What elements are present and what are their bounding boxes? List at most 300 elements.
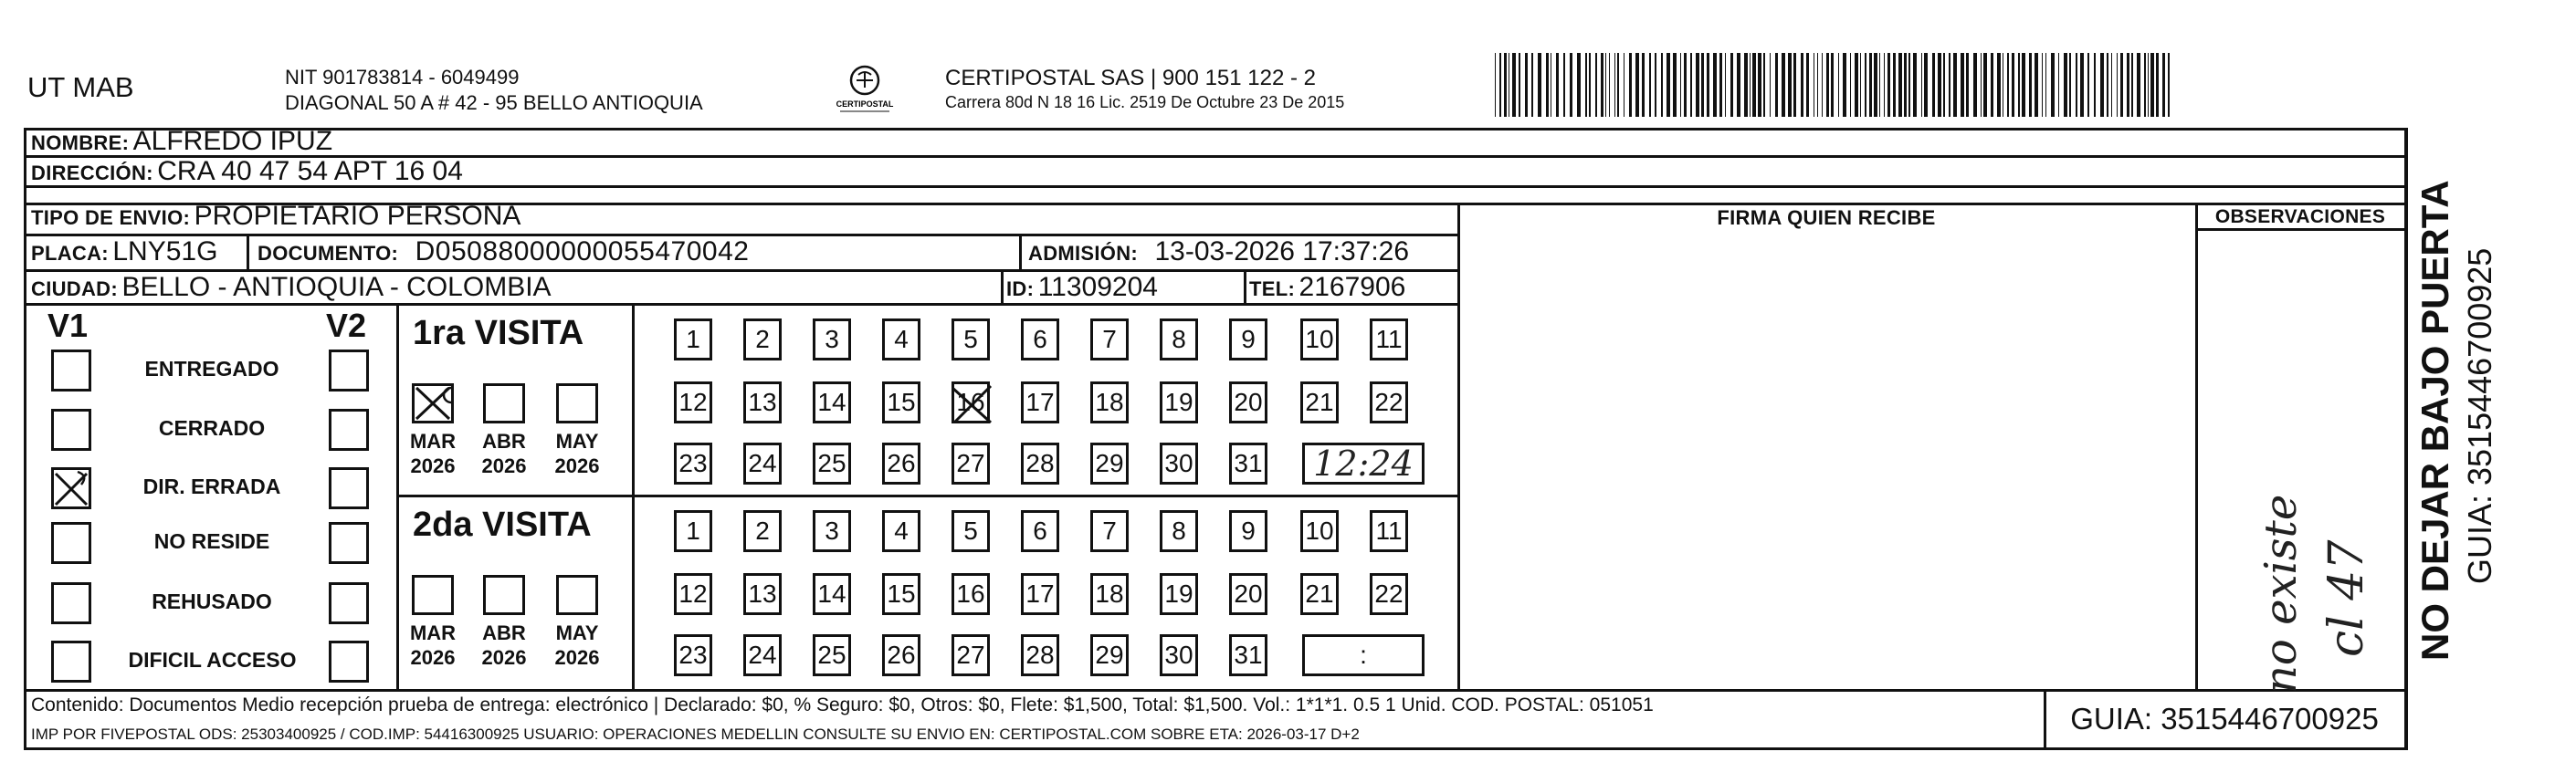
- day-number: 2: [755, 517, 770, 545]
- day-number: 9: [1241, 325, 1256, 353]
- check-mark-icon: [415, 386, 451, 421]
- barcode-bar: [1752, 53, 1756, 117]
- certipostal-logo: [833, 64, 897, 119]
- day-box[interactable]: [952, 443, 990, 485]
- barcode-bar: [1801, 53, 1803, 117]
- v1-checkbox-1[interactable]: [51, 409, 91, 451]
- day-number: 1: [686, 325, 700, 353]
- placa-label: PLACA:: [31, 242, 109, 265]
- documento-cell: [258, 236, 749, 267]
- barcode-bar: [1605, 53, 1606, 117]
- day-box[interactable]: [952, 634, 990, 676]
- day-box[interactable]: [1300, 381, 1339, 423]
- barcode-bar: [1546, 53, 1549, 117]
- barcode-bar: [2076, 53, 2077, 117]
- day-number: 25: [817, 449, 846, 477]
- barcode-bar: [2120, 53, 2123, 117]
- visit-title-2: 2da VISITA: [413, 506, 592, 544]
- barcode-bar: [2022, 53, 2025, 117]
- barcode-bar: [1661, 53, 1663, 117]
- day-box[interactable]: [1090, 573, 1129, 615]
- day-box[interactable]: [1229, 318, 1267, 360]
- tel-label: TEL:: [1249, 277, 1296, 300]
- tel-value: 2167906: [1299, 272, 1406, 302]
- month-name: MAY: [555, 621, 599, 644]
- barcode-bar: [1629, 53, 1632, 117]
- barcode-bar: [2042, 53, 2043, 117]
- v1-checkbox-0[interactable]: [51, 350, 91, 392]
- day-box[interactable]: [1300, 318, 1339, 360]
- barcode-bar: [1725, 53, 1726, 117]
- month-label: [548, 621, 606, 670]
- barcode-bar: [1855, 53, 1858, 117]
- tipo-label: TIPO DE ENVIO:: [31, 206, 191, 229]
- day-number: 12: [678, 388, 708, 416]
- barcode-bar: [2058, 53, 2059, 117]
- barcode-bar: [1879, 53, 1880, 117]
- day-box[interactable]: [1021, 443, 1059, 485]
- day-box[interactable]: [813, 443, 851, 485]
- day-box[interactable]: [1300, 573, 1339, 615]
- month-name: MAR: [409, 430, 457, 453]
- barcode-bar: [2162, 53, 2165, 117]
- barcode-bar: [2111, 53, 2112, 117]
- barcode-bar: [2144, 53, 2146, 117]
- barcode-bar: [1617, 53, 1619, 117]
- status-option-label: ENTREGADO: [144, 357, 279, 381]
- month-name: MAY: [555, 430, 599, 453]
- logo-text: CERTIPOSTAL: [836, 99, 894, 109]
- month-year: 2026: [481, 646, 527, 669]
- barcode-bar: [1981, 53, 1982, 117]
- barcode-bar: [1499, 53, 1501, 117]
- barcode-bar: [1730, 53, 1733, 117]
- barcode-bar: [1966, 53, 1969, 117]
- day-box[interactable]: [1021, 634, 1059, 676]
- day-number: 11: [1375, 517, 1403, 545]
- barcode-bar: [2007, 53, 2009, 117]
- tel-cell: [1249, 272, 1405, 303]
- day-number: 6: [1033, 325, 1047, 353]
- day-box[interactable]: [1160, 634, 1198, 676]
- barcode-bar: [1782, 53, 1785, 117]
- barcode-bar: [1943, 53, 1945, 117]
- day-box[interactable]: [882, 318, 920, 360]
- barcode-bar: [2107, 53, 2108, 117]
- barcode-bar: [2117, 53, 2118, 117]
- ciudad-label: CIUDAD:: [31, 277, 118, 300]
- month-name: MAR: [409, 621, 457, 644]
- barcode-bar: [1719, 53, 1722, 117]
- day-number: 15: [887, 579, 916, 608]
- day-box[interactable]: [1090, 634, 1129, 676]
- placa-value: LNY51G: [112, 236, 218, 266]
- barcode-bar: [2080, 53, 2084, 117]
- id-value: 11309204: [1037, 272, 1158, 302]
- check-mark-icon: [54, 470, 89, 506]
- barcode-bar: [1758, 53, 1761, 117]
- day-number: 14: [817, 579, 846, 608]
- barcode-bar: [2035, 53, 2038, 117]
- day-number: 26: [887, 449, 916, 477]
- day-number: 7: [1102, 325, 1117, 353]
- barcode-bar: [1690, 53, 1692, 117]
- barcode-bar: [2069, 53, 2071, 117]
- barcode-bar: [1904, 53, 1907, 117]
- day-number: 22: [1374, 579, 1404, 608]
- observation-note-2: cl 47: [2319, 539, 2374, 657]
- documento-value: D05088000000055470042: [415, 236, 750, 266]
- day-number: 27: [956, 641, 985, 669]
- day-number: 2: [755, 325, 770, 353]
- month-checkbox[interactable]: [412, 575, 454, 615]
- day-box[interactable]: [1021, 318, 1059, 360]
- time-value: :: [1360, 641, 1367, 669]
- day-box[interactable]: [952, 318, 990, 360]
- v2-checkbox-5[interactable]: [329, 641, 369, 683]
- barcode-bar: [1673, 53, 1677, 117]
- side-guia: GUIA: 3515446700925: [2461, 247, 2498, 584]
- month-checkbox[interactable]: [556, 383, 598, 423]
- v2-checkbox-4[interactable]: [329, 582, 369, 624]
- barcode-bar: [1713, 53, 1717, 117]
- barcode-bar: [2045, 53, 2046, 117]
- day-number: 14: [817, 388, 846, 416]
- day-number: 19: [1164, 388, 1193, 416]
- day-number: 27: [956, 449, 985, 477]
- day-box[interactable]: [1090, 510, 1129, 552]
- barcode-bar: [1983, 53, 1987, 117]
- month-name: ABR: [482, 621, 526, 644]
- barcode-bar: [1684, 53, 1687, 117]
- barcode-bar: [1601, 53, 1603, 117]
- barcode-bar: [1642, 53, 1645, 117]
- month-year: 2026: [410, 646, 456, 669]
- barcode-bar: [1655, 53, 1656, 117]
- barcode-bar: [1865, 53, 1866, 117]
- day-number: 13: [748, 579, 777, 608]
- day-box[interactable]: [743, 318, 782, 360]
- day-number: 5: [963, 325, 978, 353]
- day-number: 23: [678, 449, 708, 477]
- day-box[interactable]: [1021, 510, 1059, 552]
- day-box[interactable]: [674, 634, 712, 676]
- barcode-bar: [1563, 53, 1565, 117]
- time-value: 12:24: [1313, 444, 1414, 484]
- day-box[interactable]: [1229, 381, 1267, 423]
- barcode-bar: [1793, 53, 1796, 117]
- barcode-bar: [2087, 53, 2089, 117]
- id-cell: [1006, 272, 1158, 303]
- day-number: 25: [817, 641, 846, 669]
- carrier-license: Carrera 80d N 18 16 Lic. 2519 De Octubre 23 De 2015: [945, 93, 1345, 111]
- status-option-label: CERRADO: [158, 416, 266, 440]
- barcode-bar: [1869, 53, 1872, 117]
- barcode-bar: [1775, 53, 1778, 117]
- month-name: ABR: [482, 430, 526, 453]
- day-box[interactable]: [813, 318, 851, 360]
- barcode-bar: [1570, 53, 1572, 117]
- day-box[interactable]: [1370, 510, 1408, 552]
- month-year: 2026: [481, 454, 527, 477]
- barcode-bar: [1843, 53, 1846, 117]
- day-number: 23: [678, 641, 708, 669]
- v1-checkbox-5[interactable]: [51, 641, 91, 683]
- status-option-label: DIR. ERRADA: [142, 475, 281, 498]
- barcode-bar: [1817, 53, 1818, 117]
- v2-checkbox-0[interactable]: [329, 350, 369, 392]
- status-option-label: DIFICIL ACCESO: [128, 648, 297, 672]
- barcode-bar: [1667, 53, 1670, 117]
- day-number: 28: [1025, 641, 1055, 669]
- direccion-value: CRA 40 47 54 APT 16 04: [157, 156, 463, 186]
- v2-checkbox-2[interactable]: [329, 467, 369, 509]
- day-box[interactable]: [743, 510, 782, 552]
- company-name: UT MAB: [27, 71, 134, 103]
- barcode-bar: [1822, 53, 1823, 117]
- day-box[interactable]: [1160, 510, 1198, 552]
- v1-checkbox-4[interactable]: [51, 582, 91, 624]
- day-box[interactable]: [882, 443, 920, 485]
- barcode-bar: [2131, 53, 2133, 117]
- day-box[interactable]: [952, 510, 990, 552]
- barcode-bar: [1826, 53, 1829, 117]
- day-number: 31: [1234, 449, 1263, 477]
- barcode-bar: [1531, 53, 1533, 117]
- day-number: 13: [748, 388, 777, 416]
- time-box[interactable]: [1302, 443, 1425, 485]
- barcode-bar: [1884, 53, 1885, 117]
- barcode-bar: [1577, 53, 1581, 117]
- visit-title-1: 1ra VISITA: [413, 314, 584, 352]
- barcode-bar: [1938, 53, 1941, 117]
- barcode-bar: [1504, 53, 1507, 117]
- barcode-bar: [2168, 53, 2170, 117]
- month-year: 2026: [554, 454, 600, 477]
- nombre-row: [31, 126, 332, 157]
- day-box[interactable]: [1300, 510, 1339, 552]
- day-number: 11: [1375, 325, 1403, 353]
- barcode-bar: [1997, 53, 2001, 117]
- v1-checkbox-3[interactable]: [51, 522, 91, 564]
- barcode-bar: [1850, 53, 1851, 117]
- status-option-label: NO RESIDE: [153, 529, 270, 553]
- barcode-bar: [1512, 53, 1516, 117]
- day-number: 26: [887, 641, 916, 669]
- admision-label: ADMISIÓN:: [1028, 242, 1139, 265]
- barcode-bar: [1953, 53, 1957, 117]
- barcode-bar: [1788, 53, 1792, 117]
- day-box[interactable]: [743, 573, 782, 615]
- contenido-text: Contenido: Documentos Medio recepción prueba de entrega: electrónico | Declarado: $0, % Seguro: $0, Otros: $0, Flete: $1,500, Total: $1,500. Vol.: 1*1*1. 0.5 1 Unid. COD. POSTAL: 051051: [31, 694, 1654, 715]
- barcode-bar: [1908, 53, 1910, 117]
- barcode-bar: [2018, 53, 2020, 117]
- barcode: [1493, 53, 2178, 117]
- v2-label: V2: [326, 307, 367, 344]
- day-box[interactable]: [743, 381, 782, 423]
- day-box[interactable]: [1160, 318, 1198, 360]
- day-box[interactable]: [882, 381, 920, 423]
- day-box[interactable]: [1160, 381, 1198, 423]
- barcode-bar: [1635, 53, 1639, 117]
- day-box[interactable]: [813, 573, 851, 615]
- day-box[interactable]: [1229, 443, 1267, 485]
- barcode-bar: [1585, 53, 1587, 117]
- side-warning: NO DEJAR BAJO PUERTA: [2413, 180, 2456, 661]
- day-box[interactable]: [1090, 318, 1129, 360]
- barcode-bar: [1893, 53, 1896, 117]
- day-box[interactable]: [882, 634, 920, 676]
- barcode-bar: [1519, 53, 1520, 117]
- barcode-bar: [1949, 53, 1950, 117]
- day-number: 30: [1164, 449, 1193, 477]
- day-number: 21: [1305, 388, 1334, 416]
- guia-footer: GUIA: 3515446700925: [2070, 702, 2379, 736]
- carrier-name: CERTIPOSTAL SAS | 900 151 122 - 2: [945, 66, 1316, 90]
- day-box[interactable]: [952, 573, 990, 615]
- barcode-bar: [1737, 53, 1740, 117]
- day-number: 18: [1095, 579, 1124, 608]
- day-box[interactable]: [1090, 381, 1129, 423]
- month-checkbox[interactable]: [412, 383, 454, 423]
- barcode-bar: [1961, 53, 1964, 117]
- barcode-bar: [1913, 53, 1917, 117]
- time-box[interactable]: [1302, 634, 1425, 676]
- day-box[interactable]: [882, 510, 920, 552]
- direccion-label: DIRECCIÓN:: [31, 162, 153, 184]
- day-box[interactable]: [1370, 318, 1408, 360]
- barcode-bar: [1921, 53, 1922, 117]
- nombre-value: ALFREDO IPUZ: [132, 126, 333, 156]
- direccion-row: [31, 156, 463, 187]
- day-number: 20: [1234, 579, 1263, 608]
- barcode-bar: [1932, 53, 1935, 117]
- barcode-bar: [1973, 53, 1977, 117]
- company-address: DIAGONAL 50 A # 42 - 95 BELLO ANTIOQUIA: [285, 91, 703, 114]
- day-box[interactable]: [1229, 634, 1267, 676]
- day-number: 3: [825, 325, 839, 353]
- v2-checkbox-1[interactable]: [329, 409, 369, 451]
- month-checkbox[interactable]: [483, 383, 525, 423]
- day-number: 19: [1164, 579, 1193, 608]
- barcode-bar: [1750, 53, 1751, 117]
- day-box[interactable]: [1229, 510, 1267, 552]
- barcode-bar: [2100, 53, 2104, 117]
- day-box[interactable]: [743, 443, 782, 485]
- barcode-bar: [2150, 53, 2154, 117]
- barcode-bar: [1707, 53, 1709, 117]
- documento-label: DOCUMENTO:: [258, 242, 399, 265]
- status-option-label: REHUSADO: [152, 590, 272, 613]
- day-box[interactable]: [674, 510, 712, 552]
- day-box[interactable]: [1160, 573, 1198, 615]
- month-year: 2026: [410, 454, 456, 477]
- barcode-bar: [1838, 53, 1839, 117]
- day-box[interactable]: [813, 381, 851, 423]
- day-box[interactable]: [952, 381, 990, 423]
- barcode-bar: [1763, 53, 1765, 117]
- day-box[interactable]: [1021, 573, 1059, 615]
- day-number: 10: [1305, 325, 1334, 353]
- day-number: 21: [1305, 579, 1334, 608]
- v1-label: V1: [47, 307, 89, 344]
- barcode-bar: [2148, 53, 2149, 117]
- barcode-bar: [2051, 53, 2055, 117]
- barcode-bar: [1991, 53, 1993, 117]
- month-label: [404, 429, 462, 478]
- barcode-bar: [2156, 53, 2159, 117]
- cross-mark-icon: [949, 381, 996, 428]
- day-box[interactable]: [674, 443, 712, 485]
- day-number: 5: [963, 517, 978, 545]
- company-nit: NIT 901783814 - 6049499: [285, 66, 520, 89]
- day-number: 29: [1095, 641, 1124, 669]
- month-checkbox[interactable]: [483, 575, 525, 615]
- day-box[interactable]: [674, 381, 712, 423]
- barcode-bar: [1806, 53, 1809, 117]
- day-number: 3: [825, 517, 839, 545]
- tipo-row: [31, 201, 520, 232]
- month-label: [404, 621, 462, 670]
- id-label: ID:: [1006, 277, 1035, 300]
- barcode-bar: [1770, 53, 1771, 117]
- day-box[interactable]: [674, 318, 712, 360]
- barcode-bar: [1538, 53, 1541, 117]
- day-number: 16: [956, 579, 985, 608]
- day-box[interactable]: [1370, 381, 1408, 423]
- day-number: 15: [887, 388, 916, 416]
- barcode-bar: [1556, 53, 1559, 117]
- day-box[interactable]: [674, 573, 712, 615]
- day-number: 22: [1374, 388, 1404, 416]
- day-box[interactable]: [1021, 381, 1059, 423]
- barcode-bar: [1898, 53, 1902, 117]
- day-box[interactable]: [743, 634, 782, 676]
- barcode-bar: [2137, 53, 2140, 117]
- observaciones-label: OBSERVACIONES: [2214, 206, 2386, 227]
- barcode-bar: [1887, 53, 1890, 117]
- ciudad-cell: [31, 272, 552, 303]
- day-box[interactable]: [882, 573, 920, 615]
- barcode-bar: [1495, 53, 1496, 117]
- month-checkbox[interactable]: [556, 575, 598, 615]
- day-number: 9: [1241, 517, 1256, 545]
- imp-text: IMP POR FIVEPOSTAL ODS: 25303400925 / COD.IMP: 54416300925 USUARIO: OPERACIONES MEDELLIN CONSULTE SU ENVIO EN: CERTIPOSTAL.COM SOBRE ETA: 2026-03-17 D+2: [31, 726, 1360, 743]
- v2-checkbox-3[interactable]: [329, 522, 369, 564]
- day-box[interactable]: [1160, 443, 1198, 485]
- admision-cell: [1028, 236, 1409, 267]
- v1-checkbox-2[interactable]: [51, 467, 91, 509]
- day-number: 30: [1164, 641, 1193, 669]
- barcode-bar: [1744, 53, 1748, 117]
- day-number: 8: [1172, 325, 1186, 353]
- day-box[interactable]: [1370, 573, 1408, 615]
- day-box[interactable]: [813, 634, 851, 676]
- day-box[interactable]: [1229, 573, 1267, 615]
- tipo-value: PROPIETARIO PERSONA: [194, 201, 521, 231]
- month-label: [475, 621, 533, 670]
- day-box[interactable]: [1090, 443, 1129, 485]
- barcode-bar: [2029, 53, 2032, 117]
- ciudad-value: BELLO - ANTIOQUIA - COLOMBIA: [121, 272, 552, 302]
- barcode-bar: [2012, 53, 2014, 117]
- day-number: 24: [748, 641, 777, 669]
- barcode-bar: [2064, 53, 2067, 117]
- barcode-bar: [1589, 53, 1591, 117]
- day-number: 31: [1234, 641, 1263, 669]
- day-box[interactable]: [813, 510, 851, 552]
- barcode-bar: [1924, 53, 1928, 117]
